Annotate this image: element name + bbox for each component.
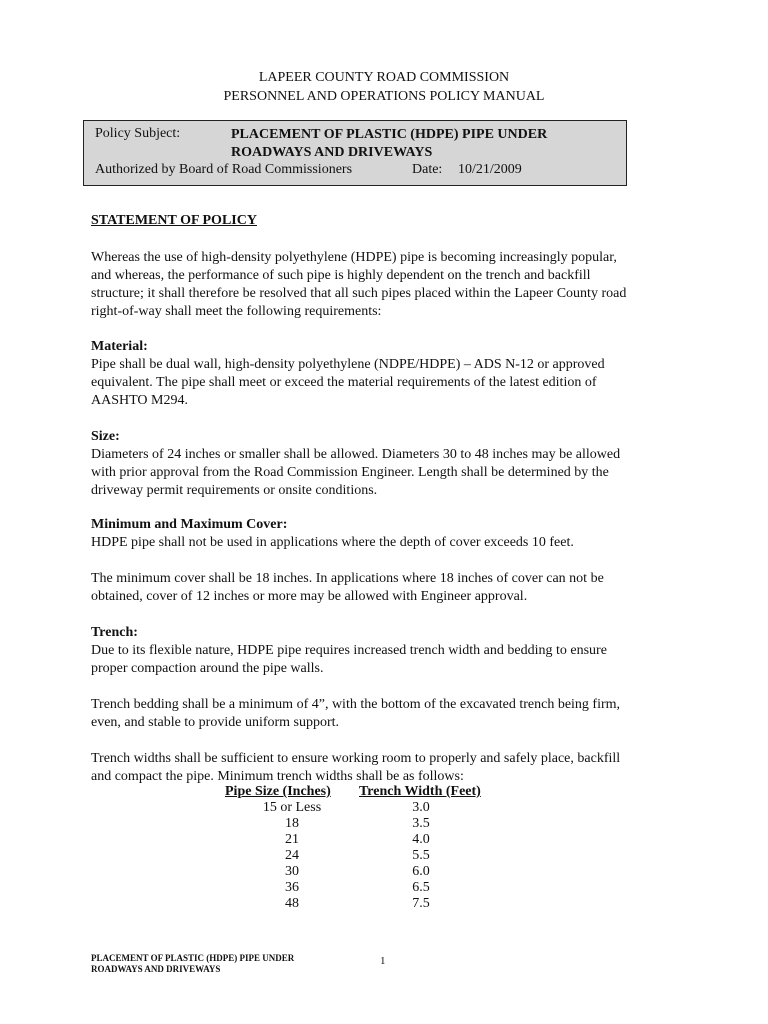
date-label: Date:	[412, 162, 443, 177]
footer-line-2: ROADWAYS AND DRIVEWAYS	[91, 964, 221, 974]
pipe-size-cell: 48	[285, 896, 299, 911]
table-row	[225, 848, 483, 864]
trench-line: Due to its flexible nature, HDPE pipe requires increased trench width and bedding to ensure	[91, 643, 607, 658]
policy-date: 10/21/2009	[458, 162, 522, 177]
pipe-size-cell: 15 or Less	[262, 800, 322, 815]
trench-line: Trench bedding shall be a minimum of 4”, with the bottom of the excavated trench being firm,	[91, 697, 621, 712]
material-line: equivalent. The pipe shall meet or exceed the material requirements of the latest edition of	[91, 375, 597, 390]
statement-of-policy-heading: STATEMENT OF POLICY	[91, 213, 257, 228]
intro-line: and whereas, the performance of such pipe is highly dependent on the trench and backfill	[91, 268, 591, 283]
trench-width-cell: 4.0	[412, 832, 430, 847]
trench-width-cell: 3.5	[412, 816, 430, 831]
intro-line: structure; it shall therefore be resolved that all such pipes placed within the Lapeer County road	[91, 286, 627, 301]
pipe-size-cell: 24	[285, 848, 299, 863]
trench-width-table	[225, 784, 483, 912]
trench-line: even, and stable to provide uniform support.	[91, 715, 340, 730]
policy-subject-label: Policy Subject:	[95, 126, 181, 141]
intro-line: right-of-way shall meet the following requirements:	[91, 304, 382, 319]
intro-line: Whereas the use of high-density polyethylene (HDPE) pipe is becoming increasingly popular,	[91, 250, 617, 265]
trench-line: Trench widths shall be sufficient to ensure working room to properly and safely place, backfill	[91, 751, 621, 766]
trench-width-cell: 7.5	[412, 896, 430, 911]
trench-width-cell: 3.0	[412, 800, 430, 815]
cover-heading: Minimum and Maximum Cover:	[91, 517, 288, 532]
trench-line: and compact the pipe. Minimum trench widths shall be as follows:	[91, 769, 464, 784]
policy-subject-box	[83, 120, 627, 186]
page-footer	[91, 953, 341, 975]
material-line: AASHTO M294.	[91, 393, 188, 408]
table-header-row	[225, 784, 483, 800]
trench-line: proper compaction around the pipe walls.	[91, 661, 324, 676]
authorized-by: Authorized by Board of Road Commissioners	[95, 162, 353, 177]
trench-width-header: Trench Width (Feet)	[359, 784, 481, 799]
size-line: Diameters of 24 inches or smaller shall be allowed. Diameters 30 to 48 inches may be allowed	[91, 447, 621, 462]
trench-width-cell: 5.5	[412, 848, 430, 863]
cover-line: obtained, cover of 12 inches or more may be allowed with Engineer approval.	[91, 589, 528, 604]
size-line: with prior approval from the Road Commission Engineer. Length shall be determined by the	[91, 465, 609, 480]
pipe-size-header: Pipe Size (Inches)	[225, 784, 331, 799]
trench-width-cell: 6.5	[412, 880, 430, 895]
trench-section	[91, 624, 691, 786]
pipe-size-cell: 36	[285, 880, 299, 895]
intro-paragraph	[91, 249, 691, 321]
size-heading: Size:	[91, 429, 120, 444]
size-line: driveway permit requirements or onsite conditions.	[91, 483, 378, 498]
table-row	[225, 864, 483, 880]
manual-title: PERSONNEL AND OPERATIONS POLICY MANUAL	[223, 89, 545, 104]
table-row	[225, 896, 483, 912]
trench-heading: Trench:	[91, 625, 138, 640]
trench-width-cell: 6.0	[412, 864, 430, 879]
cover-section	[91, 516, 691, 606]
table-row	[225, 832, 483, 848]
footer-line-1: PLACEMENT OF PLASTIC (HDPE) PIPE UNDER	[91, 953, 295, 963]
org-title: LAPEER COUNTY ROAD COMMISSION	[258, 70, 510, 85]
pipe-size-cell: 30	[285, 864, 299, 879]
material-section	[91, 338, 691, 410]
material-line: Pipe shall be dual wall, high-density polyethylene (NDPE/HDPE) – ADS N-12 or approved	[91, 357, 605, 372]
table-row	[225, 800, 483, 816]
table-row	[225, 880, 483, 896]
pipe-size-cell: 18	[285, 816, 299, 831]
cover-line: The minimum cover shall be 18 inches. In applications where 18 inches of cover can not be	[91, 571, 604, 586]
policy-subject-line-2: ROADWAYS AND DRIVEWAYS	[231, 145, 433, 160]
cover-para-1: HDPE pipe shall not be used in applications where the depth of cover exceeds 10 feet.	[91, 535, 574, 550]
policy-subject-title	[231, 126, 611, 162]
material-heading: Material:	[91, 339, 148, 354]
table-row	[225, 816, 483, 832]
size-section	[91, 428, 691, 500]
pipe-size-cell: 21	[285, 832, 299, 847]
policy-subject-line-1: PLACEMENT OF PLASTIC (HDPE) PIPE UNDER	[231, 127, 548, 142]
page-number: 1	[380, 955, 386, 967]
